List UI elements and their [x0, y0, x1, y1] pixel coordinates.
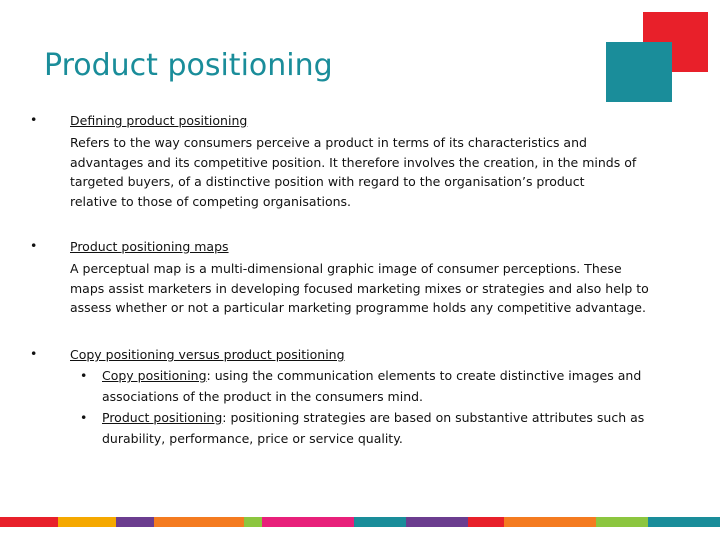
section-positioning-maps: [70, 237, 680, 318]
footer-color-segment: [58, 517, 116, 527]
footer-color-segment: [116, 517, 154, 527]
section-body: [70, 259, 680, 318]
body-line: relative to those of competing organisations.: [70, 193, 351, 209]
bullet-marker: •: [30, 238, 38, 253]
body-line: Refers to the way consumers perceive a product in terms of its characteristics and: [70, 135, 587, 150]
decorative-teal-square: [606, 42, 672, 102]
footer-color-segment: [262, 517, 354, 527]
section-heading: Product positioning maps: [70, 239, 229, 254]
body-line: A perceptual map is a multi-dimensional graphic image of consumer perceptions. These: [70, 261, 622, 276]
footer-color-segment: [354, 517, 406, 527]
sub-item-text: durability, performance, price or service quality.: [102, 430, 403, 446]
section-body: [70, 133, 680, 211]
body-line: advantages and its competitive position. It therefore involves the creation, in the minds of: [70, 154, 637, 170]
sub-item-product-positioning: [70, 408, 680, 449]
sub-item-term: Copy positioning: [102, 368, 207, 383]
footer-color-band: [0, 517, 720, 527]
footer-color-segment: [244, 517, 262, 527]
sub-bullet-marker: •: [80, 368, 88, 383]
bullet-marker: •: [30, 346, 38, 361]
footer-color-segment: [648, 517, 720, 527]
footer-color-segment: [406, 517, 468, 527]
sub-item-text: : positioning strategies are based on substantive attributes such as: [222, 410, 645, 425]
body-line: targeted buyers, of a distinctive position with regard to the organisation’s product: [70, 174, 585, 189]
section-heading: Copy positioning versus product positioning: [70, 347, 345, 362]
footer-color-segment: [154, 517, 244, 527]
sub-bullet-marker: •: [80, 410, 88, 425]
footer-color-segment: [0, 517, 58, 527]
sub-item-text: associations of the product in the consumers mind.: [102, 388, 424, 404]
body-line: maps assist marketers in developing focused marketing mixes or strategies and also help to: [70, 280, 649, 296]
body-line: assess whether or not a particular marketing programme holds any competitive advantage.: [70, 300, 646, 315]
section-defining-product-positioning: [70, 111, 680, 211]
sub-item-copy-positioning: [70, 366, 680, 407]
footer-color-segment: [468, 517, 504, 527]
footer-color-segment: [596, 517, 648, 527]
section-copy-vs-product: [70, 345, 680, 449]
slide-title: Product positioning: [44, 48, 333, 83]
sub-item-term: Product positioning: [102, 410, 223, 425]
section-heading: Defining product positioning: [70, 113, 248, 128]
sub-item-text: : using the communication elements to create distinctive images and: [206, 368, 642, 383]
footer-color-segment: [504, 517, 596, 527]
bullet-marker: •: [30, 112, 38, 127]
